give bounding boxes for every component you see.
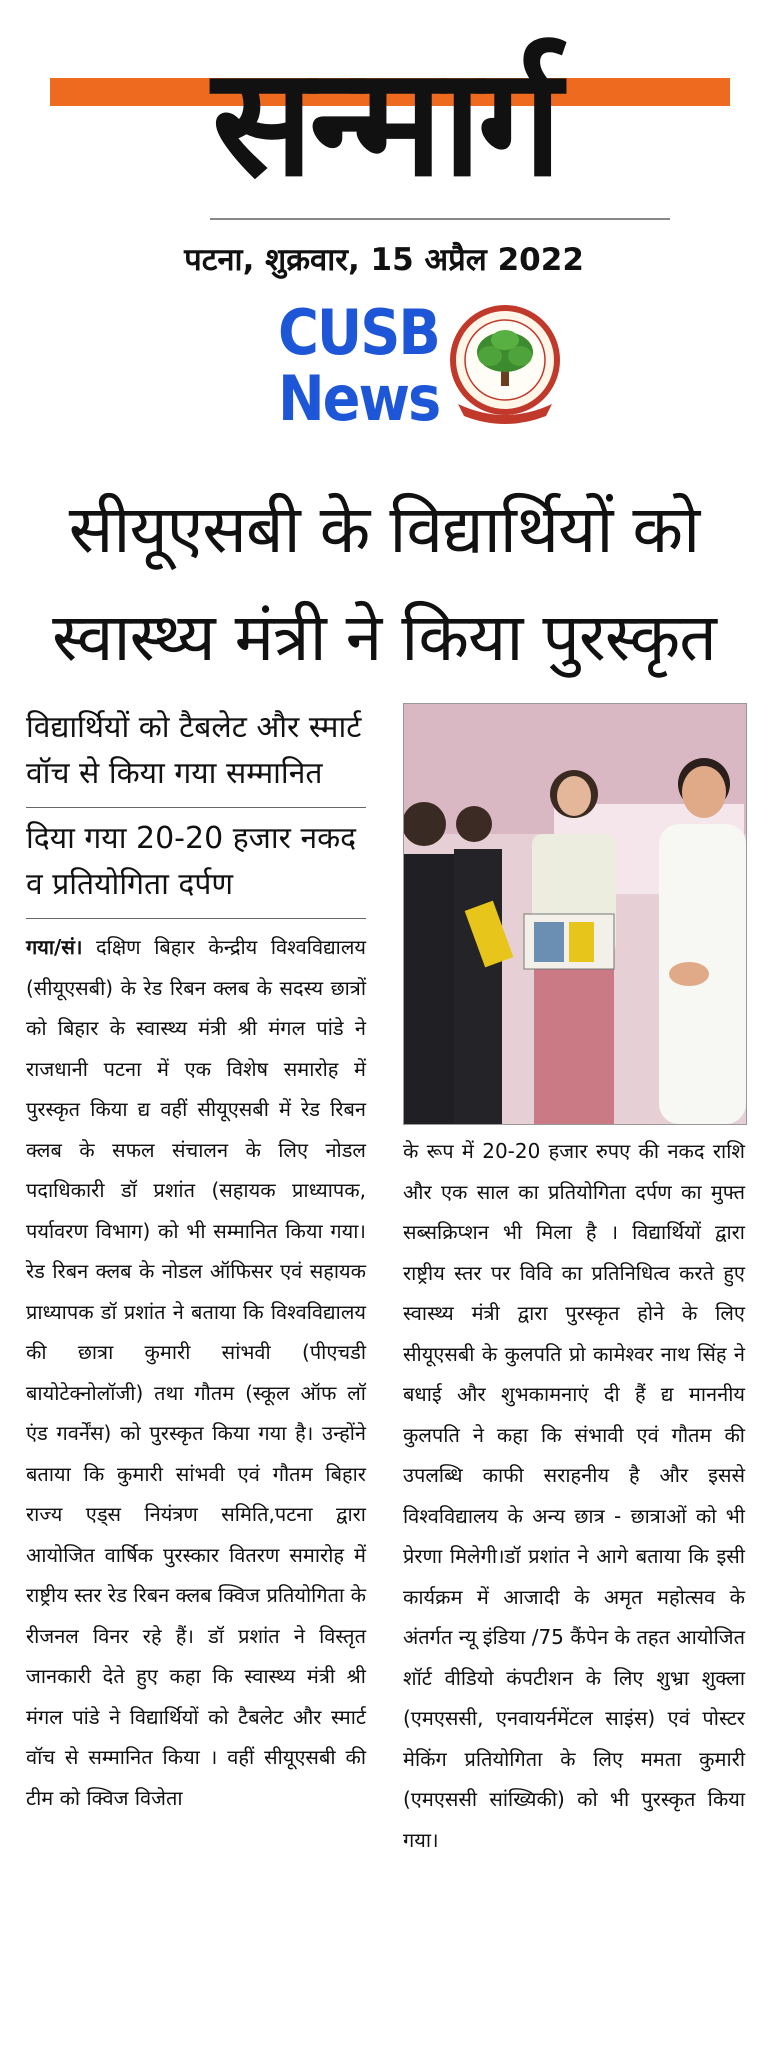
award-ceremony-photo (403, 703, 747, 1125)
masthead-title: सन्मार्ग (211, 36, 559, 210)
article-body-right: के रूप में 20-20 हजार रुपए की नकद राशि और एक साल का प्रतियोगिता दर्पण का मुफ्त सब्सक्रिप्शन भी मिला है । विद्यार्थियों द्वारा राष्ट्रीय स्तर पर विवि का प्रतिनिधित्व करते हुए स्वास्थ्य मंत्री द्वारा पुरस्कृत होने के लिए सीयूएसबी के कुलपति प्रो कामेश्वर नाथ सिंह ने बधाई और शुभकामनाएं दी हैं द्य माननीय कुलपति ने कहा कि संभावी एवं गौतम की उपलब्धि काफी सराहनीय है और इससे विश्वविद्यालय के अन्य छात्र - छात्राओं को भी प्रेरणा मिलेगी।डॉ प्रशांत ने आगे बताया कि इसी कार्यक्रम में आजादी के अमृत महोत्सव के अंतर्गत न्यू इंडिया /75 कैंपेन के तहत आयोजित शॉर्ट वीडियो कंपटीशन के लिए शुभ्रा शुक्ला (एमएससी, एनवायर्नमेंटल साइंस) एवं पोस्टर मेकिंग प्रतियोगिता के लिए ममता कुमारी (एमएससी सांख्यिकी) को भी पुरस्कृत किया गया। (403, 1139, 745, 1852)
subhead-2: दिया गया 20-20 हजार नकद व प्रतियोगिता दर्पण (26, 821, 357, 902)
subhead-divider-2 (26, 918, 366, 919)
cusb-news-brand (278, 296, 440, 435)
headline-line-1: सीयूएसबी के विद्यार्थियों को (68, 491, 700, 568)
brand-line-1: CUSB (278, 296, 439, 369)
subhead-1: विद्यार्थियों को टैबलेट और स्मार्ट वॉच से किया गया सम्मानित (26, 710, 362, 791)
masthead-rule (210, 218, 670, 220)
article-text-left: दक्षिण बिहार केन्द्रीय विश्वविद्यालय (सीयूएसबी) के रेड रिबन क्लब के सदस्य छात्रों को बिहार के स्वास्थ्य मंत्री श्री मंगल पांडे ने राजधानी पटना में एक विशेष समारोह में पुरस्कृत किया द्य वहीं सीयूएसबी में रेड रिबन क्लब के सफल संचालन के लिए नोडल पदाधिकारी डॉ प्रशांत (सहायक प्राध्यापक, पर्यावरण विभाग) को भी सम्मानित किया गया। रेड रिबन क्लब के नोडल ऑफिसर एवं सहायक प्राध्यापक डॉ प्रशांत ने बताया कि विश्वविद्यालय की छात्रा कुमारी सांभवी (पीएचडी बायोटेक्नोलॉजी) तथा गौतम (स्कूल ऑफ लॉ एंड गवर्नेंस) को पुरस्कृत किया गया है। उन्होंने बताया कि कुमारी सांभवी एवं गौतम बिहार राज्य एड्स नियंत्रण समिति,पटना द्वारा आयोजित वार्षिक पुरस्कार वितरण समारोह में राष्ट्रीय स्तर रेड रिबन क्लब क्विज प्रतियोगिता के रीजनल विनर रहे हैं। डॉ प्रशांत ने विस्तृत जानकारी देते हुए कहा कि स्वास्थ्य मंत्री श्री मंगल पांडे ने विद्यार्थियों को टैबलेट और स्मार्ट वॉच से सम्मानित किया । वहीं सीयूएसबी की टीम को क्विज विजेता (26, 935, 367, 1810)
headline-line-2: स्वास्थ्य मंत्री ने किया पुरस्कृत (52, 599, 716, 676)
left-column (26, 705, 366, 1818)
article-body-left (26, 927, 366, 1818)
right-column (403, 1131, 745, 1860)
subhead-divider (26, 807, 366, 808)
brand-line-2: News (278, 362, 440, 435)
headline (0, 476, 768, 692)
masthead (40, 20, 730, 225)
dateline: पटना, शुक्रवार, 15 अप्रैल 2022 (184, 242, 584, 278)
cusb-emblem-icon (440, 300, 570, 430)
byline: गया/सं। (26, 935, 83, 959)
